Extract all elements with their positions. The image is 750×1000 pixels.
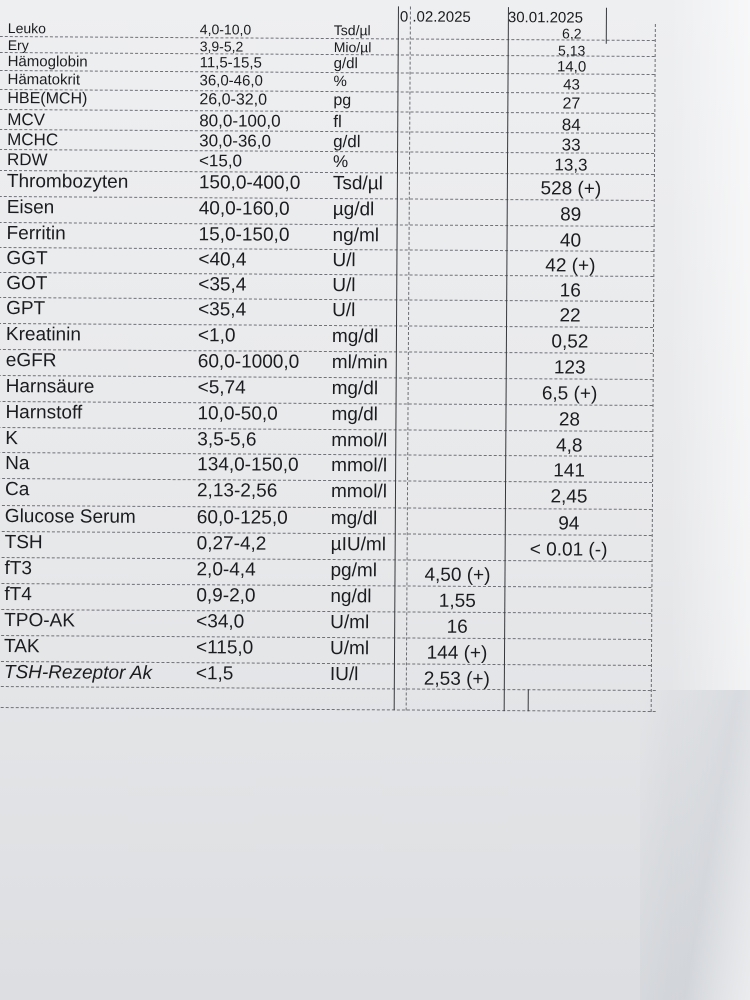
unit: fl bbox=[333, 112, 342, 132]
unit: g/dl bbox=[333, 55, 358, 73]
reference-range: 3,9-5,2 bbox=[199, 38, 244, 55]
unit: ng/dl bbox=[330, 586, 372, 608]
test-name: Leuko bbox=[7, 20, 47, 37]
unit: µg/dl bbox=[332, 199, 375, 221]
reference-range: 2,0-4,4 bbox=[196, 559, 256, 581]
reference-range: 150,0-400,0 bbox=[198, 172, 301, 194]
unit: U/ml bbox=[329, 638, 370, 660]
reference-range: <34,0 bbox=[196, 611, 245, 633]
test-name: TAK bbox=[3, 636, 40, 658]
reference-range: <5,74 bbox=[197, 377, 246, 399]
test-name: Thrombozyten bbox=[6, 171, 129, 193]
unit: µIU/ml bbox=[330, 534, 387, 556]
unit: ml/min bbox=[331, 352, 388, 374]
reference-range: 60,0-125,0 bbox=[196, 507, 288, 529]
reference-range: 11,5-15,5 bbox=[199, 54, 262, 72]
unit: mg/dl bbox=[330, 508, 378, 530]
test-name: Ferritin bbox=[6, 223, 66, 245]
column-divider bbox=[528, 689, 529, 711]
reference-range: 30,0-36,0 bbox=[199, 131, 272, 151]
test-name: GGT bbox=[6, 248, 48, 270]
unit: mmol/l bbox=[330, 481, 388, 503]
value-date-2: 2,45 bbox=[550, 486, 588, 508]
value-date-2: 123 bbox=[553, 357, 586, 379]
test-name: GPT bbox=[6, 298, 46, 320]
reference-range: 0,27-4,2 bbox=[196, 533, 267, 555]
test-name: MCV bbox=[7, 110, 46, 130]
reference-range: <35,4 bbox=[198, 274, 247, 296]
value-date-2: 40 bbox=[559, 230, 582, 252]
test-name: eGFR bbox=[5, 350, 57, 372]
reference-range: <40,4 bbox=[198, 249, 247, 271]
value-date-2: 14,0 bbox=[556, 58, 587, 76]
unit: Mio/µl bbox=[333, 39, 372, 56]
reference-range: <1,5 bbox=[195, 663, 234, 685]
value-date-2: 528 (+) bbox=[540, 178, 602, 200]
value-date-2: 22 bbox=[559, 305, 581, 327]
date-column-1: 0 .02.2025 bbox=[399, 8, 471, 26]
unit: Tsd/µl bbox=[333, 22, 371, 39]
test-name: Glucose Serum bbox=[4, 506, 136, 528]
value-date-2: 89 bbox=[560, 204, 582, 226]
unit: mg/dl bbox=[331, 326, 379, 348]
value-date-2: 28 bbox=[558, 409, 581, 431]
reference-range: <35,4 bbox=[198, 299, 247, 321]
unit: pg bbox=[333, 92, 352, 110]
unit: g/dl bbox=[333, 132, 361, 152]
reference-range: 40,0-160,0 bbox=[198, 198, 290, 220]
value-date-1: 16 bbox=[446, 616, 468, 638]
reference-range: 4,0-10,0 bbox=[199, 21, 252, 38]
paper-curl-shadow bbox=[640, 690, 750, 1000]
value-date-2: < 0.01 (-) bbox=[529, 539, 608, 561]
unit: ng/ml bbox=[332, 225, 380, 247]
test-name: Harnsäure bbox=[5, 376, 95, 398]
test-name: Harnstoff bbox=[5, 402, 83, 424]
unit: U/ml bbox=[330, 612, 370, 634]
value-date-2: 16 bbox=[559, 280, 581, 302]
reference-range: 26,0-32,0 bbox=[199, 91, 268, 109]
test-name: GOT bbox=[6, 273, 48, 295]
value-date-2: 4,8 bbox=[556, 435, 583, 457]
value-date-1: 4,50 (+) bbox=[424, 564, 491, 587]
unit: U/l bbox=[332, 300, 356, 322]
reference-range: 10,0-50,0 bbox=[197, 403, 278, 425]
test-name: HBE(MCH) bbox=[7, 90, 88, 108]
test-name: RDW bbox=[6, 150, 48, 170]
test-name: TSH-Rezeptor Ak bbox=[3, 662, 153, 684]
test-name: K bbox=[5, 428, 19, 450]
value-date-2: 13,3 bbox=[554, 155, 588, 175]
reference-range: 134,0-150,0 bbox=[197, 454, 299, 476]
test-name: Hämoglobin bbox=[7, 53, 88, 71]
unit: U/l bbox=[332, 250, 356, 272]
reference-range: 15,0-150,0 bbox=[198, 224, 290, 246]
value-date-2: 6,5 (+) bbox=[541, 383, 598, 405]
test-name: fT3 bbox=[4, 558, 33, 580]
unit: pg/ml bbox=[330, 560, 378, 582]
test-name: TPO-AK bbox=[4, 610, 76, 632]
value-date-2: 94 bbox=[558, 513, 580, 535]
test-name: Ery bbox=[7, 37, 29, 54]
unit: U/l bbox=[332, 275, 356, 297]
reference-range: <1,0 bbox=[197, 325, 236, 347]
test-name: Na bbox=[5, 453, 30, 475]
reference-range: 2,13-2,56 bbox=[196, 480, 278, 502]
test-name: Ca bbox=[4, 479, 30, 501]
value-date-2: 141 bbox=[553, 460, 586, 482]
value-date-1: 2,53 (+) bbox=[423, 668, 490, 691]
unit: mmol/l bbox=[331, 455, 388, 477]
value-date-2: 42 (+) bbox=[545, 255, 596, 277]
value-date-2: 6,2 bbox=[562, 25, 582, 42]
test-name: Kreatinin bbox=[5, 324, 82, 346]
test-name: TSH bbox=[4, 532, 43, 554]
unit: IU/l bbox=[329, 664, 359, 686]
unit: mg/dl bbox=[331, 378, 379, 400]
test-name: fT4 bbox=[4, 584, 32, 606]
reference-range: 36,0-46,0 bbox=[199, 72, 263, 90]
reference-range: 3,5-5,6 bbox=[197, 429, 257, 451]
value-date-1: 144 (+) bbox=[426, 642, 488, 664]
reference-range: 0,9-2,0 bbox=[196, 585, 256, 607]
date-column-2: 30.01.2025 bbox=[507, 9, 584, 27]
test-name: Hämatokrit bbox=[7, 71, 81, 89]
value-date-2: 84 bbox=[561, 115, 581, 135]
reference-range: 60,0-1000,0 bbox=[197, 351, 300, 373]
reference-range: 80,0-100,0 bbox=[199, 111, 281, 131]
value-date-2: 0,52 bbox=[551, 331, 589, 353]
unit: Tsd/µl bbox=[332, 173, 383, 195]
value-date-1: 1,55 bbox=[438, 590, 476, 612]
unit: mmol/l bbox=[331, 430, 388, 452]
reference-range: <15,0 bbox=[198, 151, 243, 171]
unit: % bbox=[333, 73, 347, 91]
value-date-2: 43 bbox=[563, 76, 580, 94]
test-name: Eisen bbox=[6, 197, 55, 219]
unit: % bbox=[332, 152, 349, 172]
value-date-2: 33 bbox=[561, 135, 581, 155]
test-name: MCHC bbox=[7, 130, 59, 150]
reference-range: <115,0 bbox=[195, 637, 254, 659]
unit: mg/dl bbox=[331, 404, 379, 426]
value-date-2: 5,13 bbox=[558, 42, 586, 59]
value-date-2: 27 bbox=[562, 95, 581, 113]
